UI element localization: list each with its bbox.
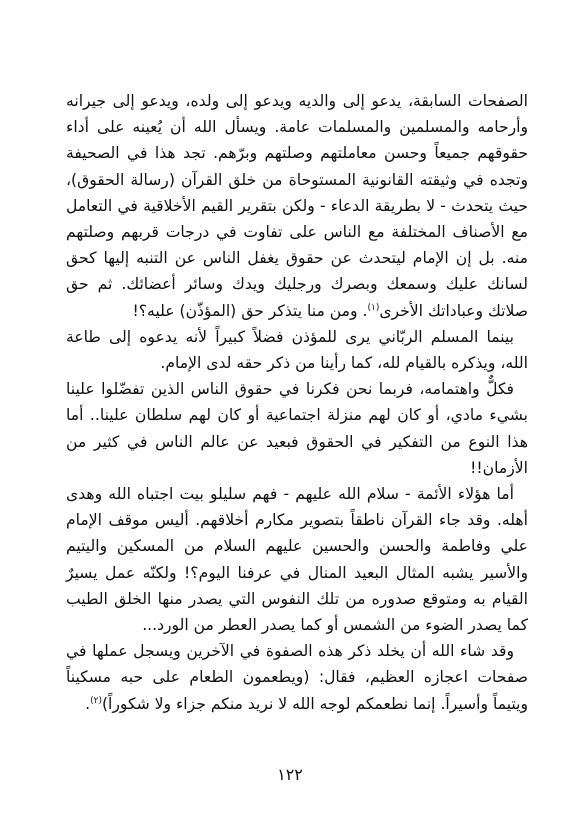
footnote-marker-2: (٢) bbox=[90, 695, 102, 706]
paragraph-1 bbox=[66, 88, 528, 324]
paragraph-1-tail: . ومن منا يتذكر حق (المؤذّن) عليه؟! bbox=[132, 301, 368, 320]
body-text bbox=[66, 88, 528, 717]
paragraph-4-text: أما هؤلاء الأئمة - سلام الله عليهم - فهم سليلو بيت اجتباه الله وهدى أهله. وقد جاء القرآن ناطقاً بتصوير مكارم أخلاقهم. أليس موقف الإمام علي وفاطمة والحسن والحسين عليهم السلام من المسكين واليتيم والأسير يشبه المثال البعيد المنال في عرفنا اليوم؟! ولكنّه عمل يسيرٌ القيام به ومتوقع صدوره من تلك النفوس التي يصدر منها الخلق الطيب كما يصدر الضوء من الشمس أو كما يصدر العطر من الورد... bbox=[66, 485, 528, 635]
paragraph-2 bbox=[66, 324, 528, 376]
paragraph-3-text: فكلٌّ واهتمامه، فربما نحن فكرنا في حقوق الناس الذين تفضّلوا علينا بشيء مادي، أو كان لهم منزلة اجتماعية أو كان لهم سلطان علينا.. أما هذا النوع من التفكير في الحقوق فبعيد عن عالم الناس في كثير من الأزمان!! bbox=[66, 380, 528, 477]
page-number: ١٢٢ bbox=[277, 765, 303, 784]
footnote-marker-1: (١) bbox=[367, 302, 380, 313]
paragraph-5 bbox=[66, 638, 528, 717]
paragraph-2-text: بينما المسلم الربّاني يرى للمؤذن فضلاً كبيراً لأنه يدعوه إلى طاعة الله، ويذكره بالقيام لله، كما رأينا من ذكر حقه لدى الإمام. bbox=[66, 327, 528, 373]
paragraph-4 bbox=[66, 481, 528, 638]
paragraph-1-text: الصفحات السابقة، يدعو إلى والديه ويدعو إلى ولده، ويدعو إلى جيرانه وأرحامه والمسلمين والمسلمات عامة. ويسأل الله أن يُعينه على أداء حقوقهم جميعاً وحسن معاملتهم وصلتهم وبرّهم. تجد هذا في الصحيفة وتجده في وثيقته القانونية المستوحاة من خلق القرآن (رسالة الحقوق)، حيث يتحدث - لا بطريقة الدعاء - ولكن بتقرير القيم الأخلاقية في التعامل مع الأصناف المختلفة مع الناس على تفاوت في درجات قربهم وصلتهم منه. بل إن الإمام ليتحدث عن حقوق يغفل الناس عن التنبه إليها كحق لسانك عليك وسمعك وبصرك ورجليك ويدك وسائر أعضائك. ثم حق صلاتك وعباداتك الأخرى bbox=[66, 92, 528, 320]
paragraph-5-tail: . bbox=[85, 694, 91, 713]
paragraph-3 bbox=[66, 376, 528, 481]
paragraph-5-text: وقد شاء الله أن يخلد ذكر هذه الصفوة في الآخرين ويسجل عملها في صفحات اعجازه العظيم، فقال: (ويطعمون الطعام على حبه مسكيناً ويتيماً وأسيراً. إنما نطعمكم لوجه الله لا نريد منكم جزاء ولا شكوراً) bbox=[66, 642, 528, 713]
